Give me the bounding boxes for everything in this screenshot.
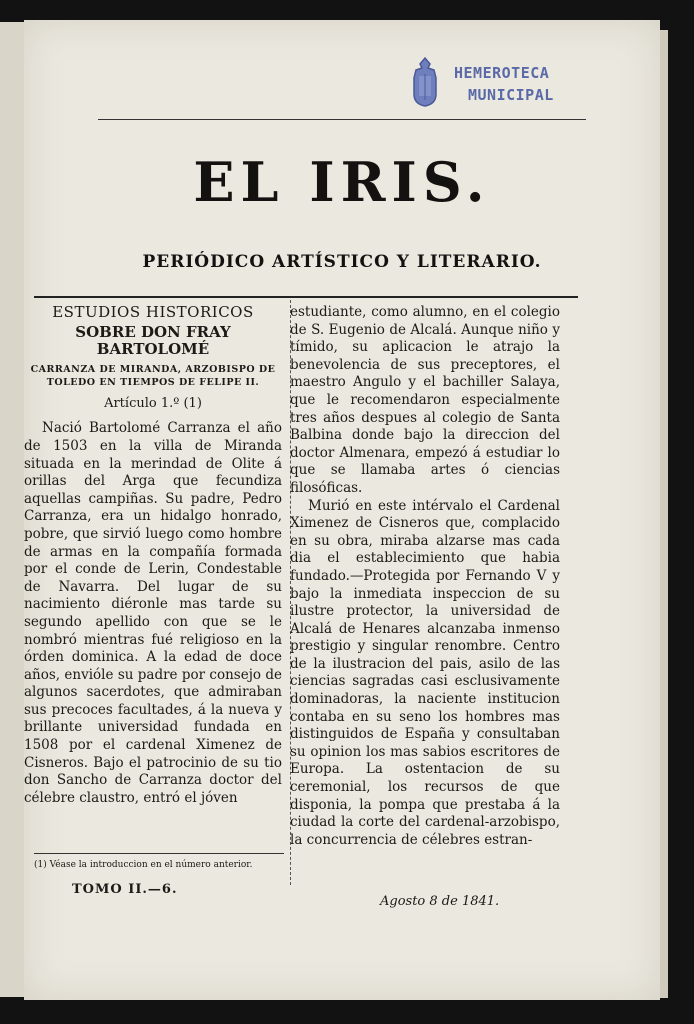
stamp-line-1: HEMEROTECA — [454, 64, 550, 82]
article-header — [24, 304, 282, 412]
previous-page-edge — [0, 22, 25, 997]
article-number: Artículo 1.º (1) — [104, 395, 202, 411]
coat-of-arms-icon — [408, 56, 442, 108]
issue-date: Agosto 8 de 1841. — [380, 894, 500, 909]
volume-number: TOMO II.—6. — [72, 882, 178, 897]
article-subtitle: CARRANZA DE MIRANDA, ARZOBISPO DE TOLEDO EN TIEMPOS DE FELIPE II. — [30, 363, 276, 388]
left-column — [24, 304, 282, 807]
stamp-line-2: MUNICIPAL — [468, 86, 554, 104]
masthead-divider — [34, 296, 578, 298]
article-paragraph-right-1: estudiante, como alumno, en el colegio de S. Eugenio de Alcalá. Aunque niño y tímido, su aplicacion le atrajo la benevolencia de sus preceptores, el maestro Angulo y el bachiller Salaya, que le recomendaron especialmente tres años despues al colegio de Santa Balbina donde bajo la direccion del doctor Almenara, empezó á estudiar lo que se llamaba artes ó ciencias filosóficas. — [290, 304, 560, 496]
newspaper-page — [24, 20, 660, 1000]
article-paragraph-right-2: Murió en este intérvalo el Cardenal Ximenez de Cisneros que, complacido en su obra, miraba alzarse mas cada dia el establecimiento que habia fundado.—Protegida por Fernando V y bajo la inmediata inspeccion de su ilustre protector, la universidad de Alcalá de Henares alcanzaba inmenso prestigio y singular renombre. Centro de la ilustracion del pais, asilo de las ciencias sagradas casi esclusivamente dominadoras, la naciente institucion contaba en su seno los hombres mas distinguidos de España y consultaban su opinion los mas sabios escritores de Europa. La ostentacion de su ceremonial, los recursos de que disponia, la pompa que prestaba á la ciudad la corte del cardenal-arzobispo, la concurrencia de célebres estran- — [290, 497, 560, 848]
article-section: ESTUDIOS HISTORICOS — [52, 303, 254, 321]
article-title: SOBRE DON FRAY BARTOLOMÉ — [75, 322, 231, 359]
article-paragraph-left: Nació Bartolomé Carranza el año de 1503 en la villa de Miranda situada en la merindad de Olite á orillas del Arga que fecundiza aquellas campiñas. Su padre, Pedro Carranza, era un hidalgo honrado, pobre, que sirvió luego como hombre de armas en la compañía formada por el conde de Lerin, Condestable de Navarra. Del lugar de su nacimiento diéronle mas tarde su segundo apellido con que se le nombró mientras fué religioso en la órden dominica. A la edad de doce años, envióle su padre por consejo de algunos sacerdotes, que admiraban sus precoces facultades, á la nueva y brillante universidad fundada en 1508 por el cardenal Ximenez de Cisneros. Bajo el patrocinio de su tio don Sancho de Carranza doctor del célebre claustro, entró el jóven — [24, 420, 282, 806]
footnote: (1) Véase la introduccion en el número anterior. — [34, 860, 253, 870]
masthead-subtitle: PERIÓDICO ARTÍSTICO Y LITERARIO. — [142, 252, 542, 272]
footnote-divider — [34, 853, 284, 854]
library-stamp — [408, 56, 598, 116]
top-divider — [98, 119, 586, 120]
masthead-title: EL IRIS. — [193, 150, 491, 214]
right-column — [290, 304, 560, 849]
